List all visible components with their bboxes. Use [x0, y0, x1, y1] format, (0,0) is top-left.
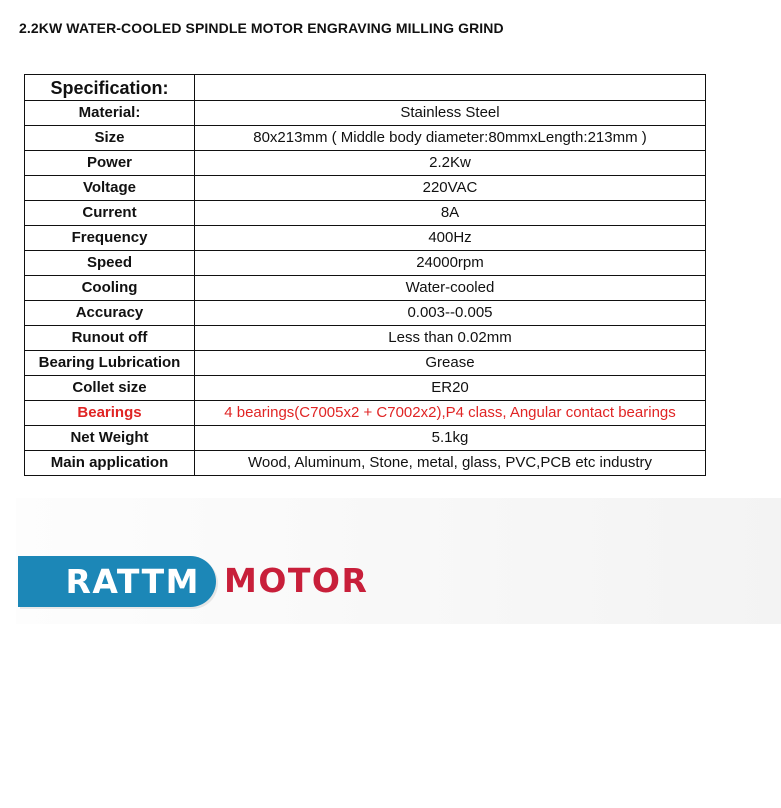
- table-row: [25, 351, 706, 376]
- spec-label: Voltage: [25, 176, 195, 201]
- spec-value: 4 bearings(C7005x2 + C7002x2),P4 class, Angular contact bearings: [195, 401, 706, 426]
- spec-value: 5.1kg: [195, 426, 706, 451]
- spec-value: 0.003--0.005: [195, 301, 706, 326]
- table-row: [25, 451, 706, 476]
- spec-value: 400Hz: [195, 226, 706, 251]
- table-row: [25, 151, 706, 176]
- spec-label: Accuracy: [25, 301, 195, 326]
- specification-table: [24, 74, 706, 476]
- table-row: [25, 101, 706, 126]
- spec-value: 220VAC: [195, 176, 706, 201]
- spec-value: Less than 0.02mm: [195, 326, 706, 351]
- logo-word: MOTOR: [224, 561, 369, 600]
- spec-label: Current: [25, 201, 195, 226]
- logo-badge: [18, 556, 216, 607]
- spec-value: 2.2Kw: [195, 151, 706, 176]
- spec-value: 8A: [195, 201, 706, 226]
- spec-value: Stainless Steel: [195, 101, 706, 126]
- spec-value: 24000rpm: [195, 251, 706, 276]
- table-row: [25, 201, 706, 226]
- spec-value: 80x213mm ( Middle body diameter:80mmxLength:213mm ): [195, 126, 706, 151]
- table-header-row: [25, 75, 706, 101]
- table-row: [25, 251, 706, 276]
- spec-label: Speed: [25, 251, 195, 276]
- spec-label: Bearings: [25, 401, 195, 426]
- spec-label: Cooling: [25, 276, 195, 301]
- logo-badge-text: RATTM: [65, 562, 200, 601]
- table-row: [25, 376, 706, 401]
- table-row: [25, 226, 706, 251]
- specification-header-blank: [195, 75, 706, 101]
- specification-header: Specification:: [25, 75, 195, 101]
- table-row: [25, 301, 706, 326]
- spec-label: Material:: [25, 101, 195, 126]
- spec-label: Net Weight: [25, 426, 195, 451]
- spec-label: Main application: [25, 451, 195, 476]
- spec-label: Collet size: [25, 376, 195, 401]
- table-row: [25, 326, 706, 351]
- spec-value: ER20: [195, 376, 706, 401]
- table-row: [25, 276, 706, 301]
- spec-label: Bearing Lubrication: [25, 351, 195, 376]
- table-row: [25, 176, 706, 201]
- table-row: [25, 126, 706, 151]
- table-row: [25, 426, 706, 451]
- spec-value: Grease: [195, 351, 706, 376]
- spec-label: Frequency: [25, 226, 195, 251]
- spec-label: Runout off: [25, 326, 195, 351]
- page-title: 2.2KW WATER-COOLED SPINDLE MOTOR ENGRAVING MILLING GRIND: [19, 20, 504, 36]
- spec-value: Water-cooled: [195, 276, 706, 301]
- table-row: [25, 401, 706, 426]
- spec-label: Power: [25, 151, 195, 176]
- spec-label: Size: [25, 126, 195, 151]
- spec-value: Wood, Aluminum, Stone, metal, glass, PVC,PCB etc industry: [195, 451, 706, 476]
